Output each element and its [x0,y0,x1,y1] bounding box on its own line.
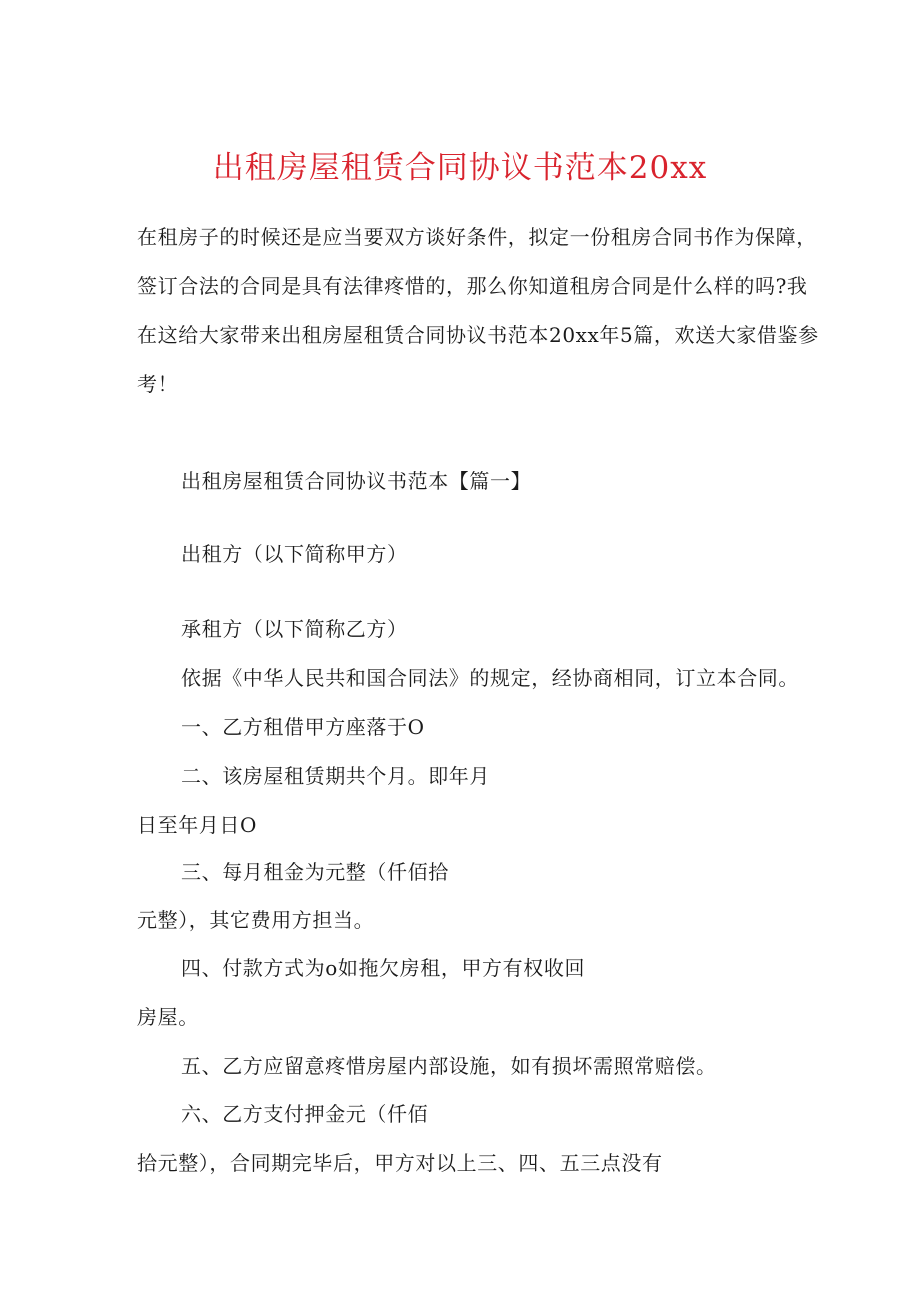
intro-line-1: 在租房子的时候还是应当要双方谈好条件，拟定一份租房合同书作为保障， [137,225,817,249]
intro-line-2: 签订合法的合同是具有法律疼惜的，那么你知道租房合同是什么样的吗?我 [137,274,808,298]
clause-line: 五、乙方应留意疼惜房屋内部设施，如有损坏需照常赔偿。 [181,1054,717,1078]
clause-line: 元整），其它费用方担当。 [137,908,375,932]
section-heading: 出租房屋租赁合同协议书范本【篇一】 [181,469,532,493]
basis-line: 依据《中华人民共和国合同法》的规定，经协商相同，订立本合同。 [181,666,799,690]
clause-line: 拾元整），合同期完毕后，甲方对以上三、四、五三点没有 [137,1151,663,1175]
intro-line-3: 在这给大家带来出租房屋租赁合同协议书范本20xx年5篇，欢送大家借鉴参 [137,323,819,347]
intro-line-4: 考！ [137,372,179,396]
clause-line: 一、乙方租借甲方座落于O [181,715,425,739]
clause-line: 二、该房屋租赁期共个月。即年月 [181,764,490,788]
clause-line: 房屋。 [137,1005,199,1029]
clause-line: 六、乙方支付押金元（仟佰 [181,1102,429,1126]
clause-line: 四、付款方式为o如拖欠房租，甲方有权收回 [181,956,586,980]
clause-line: 三、每月租金为元整（仟佰拾 [181,860,449,884]
clause-line: 日至年月日O [137,813,257,837]
party-a-line: 出租方（以下简称甲方） [181,542,408,566]
document-title: 出租房屋租赁合同协议书范本20xx [212,150,708,186]
party-b-line: 承租方（以下简称乙方） [181,617,408,641]
